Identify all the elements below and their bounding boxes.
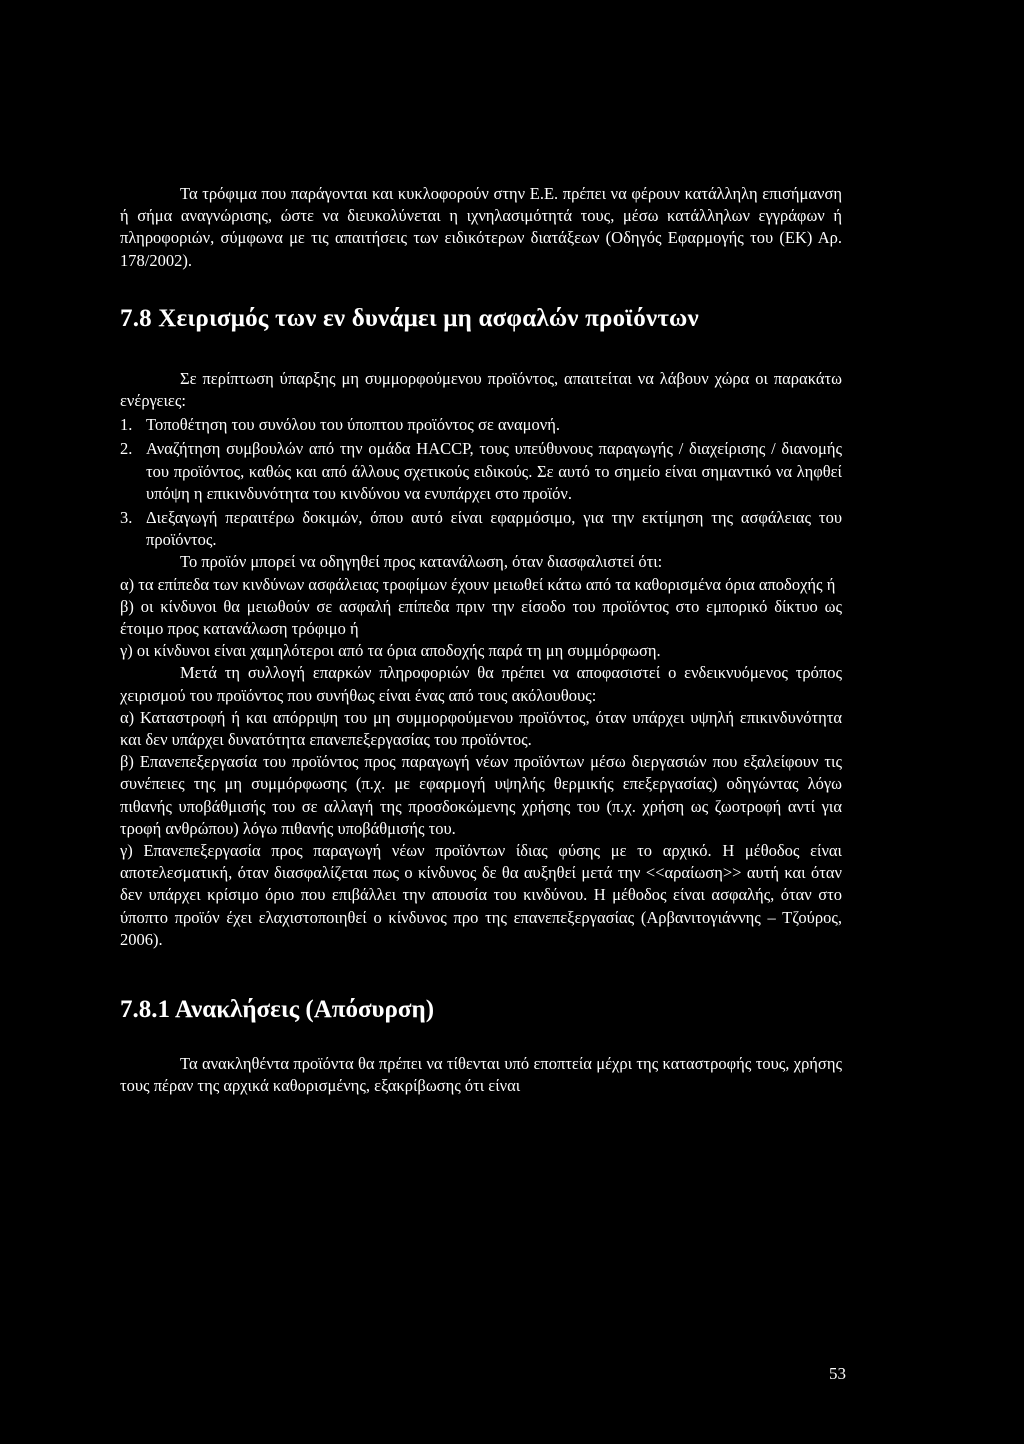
list-number: 3. bbox=[120, 508, 133, 528]
handling-intro: Μετά τη συλλογή επαρκών πληροφοριών θα πρέπει να αποφασιστεί ο ενδεικνυόμενος τρόπος χειρισμού του προϊόντος που συνήθως είναι ένας από τους ακόλουθους: bbox=[120, 663, 842, 705]
consumption-intro: Το προϊόν μπορεί να οδηγηθεί προς κατανάλωση, όταν διασφαλιστεί ότι: bbox=[180, 552, 663, 572]
list-item bbox=[120, 414, 842, 436]
paragraph-traceability: Τα τρόφιμα που παράγονται και κυκλοφορούν στην Ε.Ε. πρέπει να φέρουν κατάλληλη επισήμανση ή σήμα αναγνώρισης, ώστε να διευκολύνεται η ιχνηλασιμότητά τους, μέσω κατάλληλων εγγράφων ή πληροφοριών, σύμφωνα με τις απαιτήσεις των ειδικότερων διατάξεων (Οδηγός Εφαρμογής του (ΕΚ) Αρ. 178/2002). bbox=[120, 184, 842, 270]
list-item bbox=[120, 507, 842, 551]
condition-c: γ) οι κίνδυνοι είναι χαμηλότεροι από τα όρια αποδοχής παρά τη μη συμμόρφωση. bbox=[120, 641, 661, 661]
option-b: β) Επανεπεξεργασία του προϊόντος προς παραγωγή νέων προϊόντων μέσω διεργασιών που εξαλείφουν τις συνέπειες της μη συμμόρφωσης (π.χ. με εφαρμογή υψηλής θερμικής επεξεργασίας) οδηγώντας λόγω πιθανής υποβάθμισής του σε αλλαγή της προσδοκώμενης χρήσης του (π.χ. χρήση ως ζωοτροφή αντί για τροφή ανθρώπου) λόγω πιθανής υποβάθμισής του. bbox=[120, 752, 842, 838]
document-page bbox=[120, 183, 842, 1098]
page-number: 53 bbox=[829, 1364, 846, 1383]
list-text: Διεξαγωγή περαιτέρω δοκιμών, όπου αυτό είναι εφαρμόσιμο, για την εκτίμηση της ασφάλειας του προϊόντος. bbox=[146, 508, 842, 550]
list-number: 2. bbox=[120, 439, 133, 459]
list-text: Τοποθέτηση του συνόλου του ύποπτου προϊόντος σε αναμονή. bbox=[146, 415, 560, 435]
option-a: α) Καταστροφή ή και απόρριψη του μη συμμορφούμενου προϊόντος, όταν υπάρχει υψηλή επικινδυνότητα και δεν υπάρχει δυνατότητα επανεπεξεργασίας του προϊόντος. bbox=[120, 707, 842, 750]
option-c: γ) Επανεπεξεργασία προς παραγωγή νέων προϊόντων ίδιας φύσης με το αρχικό. Η μέθοδος είναι αποτελεσματική, όταν διασφαλίζεται πως ο κίνδυνος δε θα αυξηθεί μετά την <<αραίωση>> αυτή και όταν δεν υπάρχει κρίσιμο όριο που επιβάλλει την απουσία του κινδύνου. Η μέθοδος είναι ασφαλής, όταν στο ύποπτο προϊόν έχει ελαχιστοποιηθεί ο κίνδυνος προ της επανεπεξεργασίας (Αρβανιτογιάννης – Τζούρος, 2006). bbox=[120, 841, 842, 949]
list-number: 1. bbox=[120, 415, 133, 435]
actions-list bbox=[120, 414, 842, 551]
section-intro: Σε περίπτωση ύπαρξης μη συμμορφούμενου προϊόντος, απαιτείται να λάβουν χώρα οι παρακάτω ενέργειες: bbox=[120, 368, 842, 411]
condition-a: α) τα επίπεδα των κινδύνων ασφάλειας τροφίμων έχουν μειωθεί κάτω από τα καθορισμένα όρια αποδοχής ή bbox=[120, 574, 836, 594]
section-heading-7-8: 7.8 Χειρισμός των εν δυνάμει μη ασφαλών προϊόντων bbox=[120, 304, 699, 332]
section-heading-7-8-1: 7.8.1 Ανακλήσεις (Απόσυρση) bbox=[120, 996, 435, 1024]
condition-b: β) οι κίνδυνοι θα μειωθούν σε ασφαλή επίπεδα πριν την είσοδο του προϊόντος στο εμπορικό δίκτυο ως έτοιμο προς κατανάλωση τρόφιμο ή bbox=[120, 596, 842, 639]
recall-paragraph: Τα ανακληθέντα προϊόντα θα πρέπει να τίθενται υπό εποπτεία μέχρι της καταστροφής τους, χρήσης τους πέραν της αρχικά καθορισμένης, εξακρίβωσης ότι είναι bbox=[120, 1054, 842, 1096]
list-text: Αναζήτηση συμβουλών από την ομάδα HACCP, τους υπεύθυνους παραγωγής / διαχείρισης / διανομής του προϊόντος, καθώς και από άλλους σχετικούς ειδικούς. Σε αυτό το σημείο είναι σημαντικό να ληφθεί υπόψη η επικινδυνότητα του κινδύνου να ενυπάρχει στο προϊόν. bbox=[146, 439, 842, 503]
list-item bbox=[120, 438, 842, 505]
